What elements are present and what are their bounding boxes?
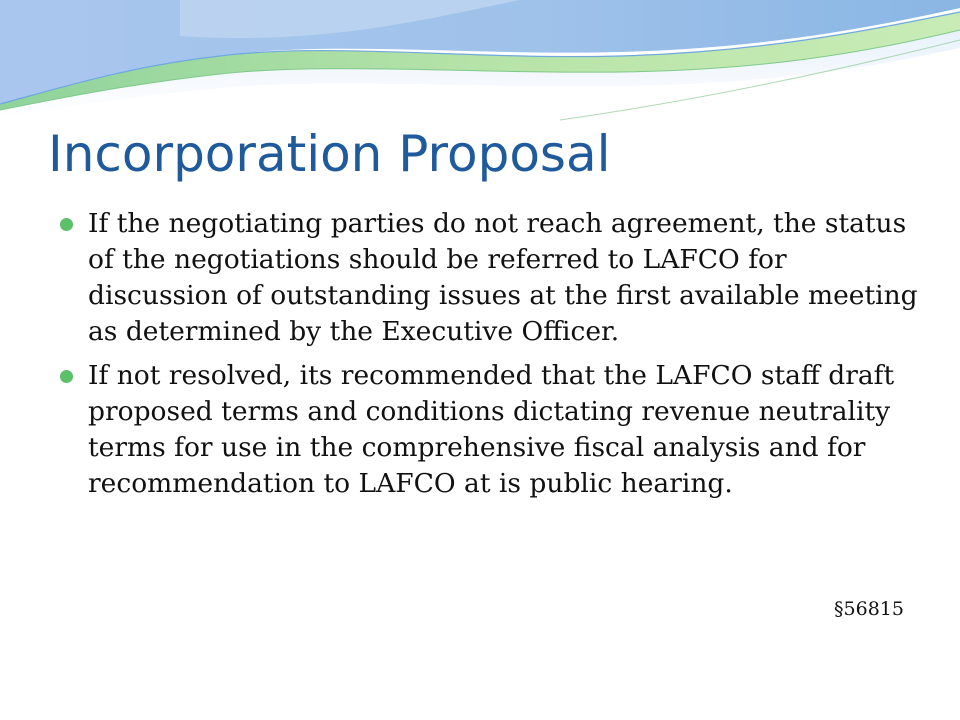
header-wave-decoration: [0, 0, 960, 130]
bullet-dot-icon: [60, 370, 73, 383]
statute-citation: §56815: [834, 598, 904, 620]
bullet-item: [60, 206, 920, 350]
bullet-item: [60, 358, 920, 502]
slide-title: Incorporation Proposal: [48, 125, 611, 183]
bullet-text: If the negotiating parties do not reach agreement, the status of the negotiations should be referred to LAFCO for discussion of outstanding issues at the first available meeting as determined by the Executive Officer.: [88, 208, 918, 347]
bullet-list: [60, 206, 920, 510]
bullet-dot-icon: [60, 218, 73, 231]
bullet-text: If not resolved, its recommended that the LAFCO staff draft proposed terms and conditions dictating revenue neutrality terms for use in the comprehensive fiscal analysis and for recommendation to LAFCO at is public hearing.: [88, 360, 895, 499]
